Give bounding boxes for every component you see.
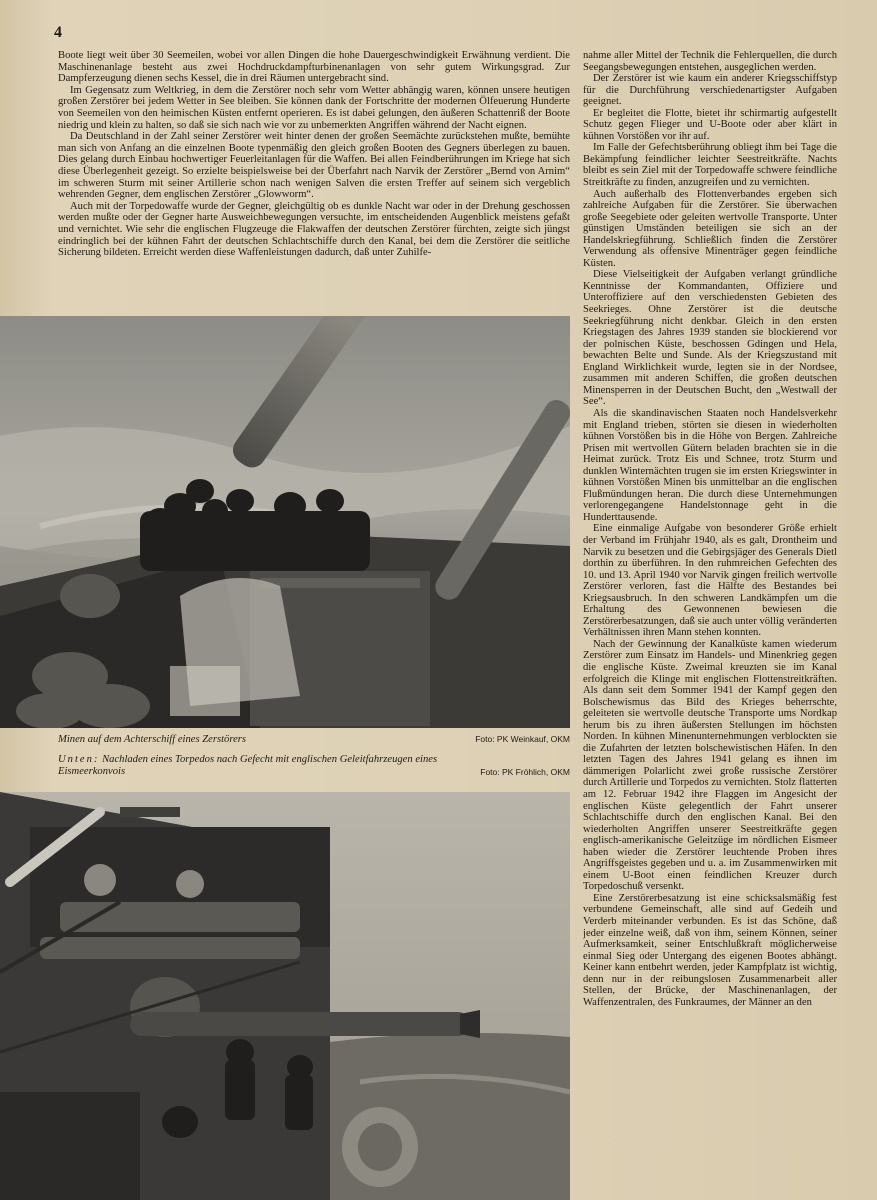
paragraph: Auch außerhalb des Flottenverbandes ergeben sich zahlreiche Aufgaben für die Zerstörer. Sie überwachen große Seegebiete oder geleiten wertvolle Transporte. Unter günstigen Umständen beteiligen sie sich an der Handelskriegführung. Schließlich finden die Zerstörer Verwendung als offensive Minenträger gegen feindliche Küsten. <box>583 188 837 269</box>
photo-torpedo-reloading <box>0 792 570 1200</box>
caption-label: Unten: <box>58 754 100 765</box>
paragraph: Boote liegt weit über 30 Seemeilen, wobei vor allen Dingen die hohe Dauergeschwindigkeit Erwähnung verdient. Die Maschinenanlage besteht aus zwei Hochdruckdampfturbinenanlagen von sehr gutem Wirkungsgrad. Zur Dampferzeugung dienen sechs Kessel, die in drei Räumen untergebracht sind. <box>58 50 570 85</box>
caption-top-photo <box>58 734 570 746</box>
paragraph: Er begleitet die Flotte, bietet ihr schirmartig aufgestellt Schutz gegen Flieger und U-Boote oder aber klärt in kühnen Vorstößen vor ihr auf. <box>583 107 837 142</box>
photo-credit: Foto: PK Fröhlich, OKM <box>480 767 570 777</box>
article-right-column <box>583 50 837 1142</box>
page-number: 4 <box>54 24 62 41</box>
paragraph: Im Falle der Gefechtsberührung obliegt ihm bei Tage die Bekämpfung feindlicher leichter Seestreitkräfte. Nachts bleibt es sein Ziel mit der Torpedowaffe schwere feindliche Streitkräfte zu finden, anzugreifen und zu vernichten. <box>583 142 837 189</box>
caption-text: Minen auf dem Achterschiff eines Zerstörers <box>58 734 247 745</box>
paragraph: Nach der Gewinnung der Kanalküste kamen wiederum Zerstörer zum Einsatz im Handels- und Minenkrieg gegen die englische Küste. Zweimal kreuzten sie im Kanal erfolgreich die Klinge mit englischen Flottenstreitkräften. Als dann seit dem Sommer 1941 der Kampf gegen den Bolschewismus das Bild des Krieges beherrschte, geleiteten sie wertvolle deutsche Transporte ums Nordkap herum bis zu ihren äußersten Stellungen im höchsten Norden. In kühnen Minenunternehmungen verblockten sie die Zufahrten der letzten bolschewistischen Häfen. In den letzten Tagen des Jahres 1941 gelang es ihnen im dämmerigen Polarlicht zwei große russische Zerstörer durch Artillerie und Torpedos zu vernichten. Stolz flatterten am 12. Februar 1942 ihre Flaggen im Angesicht der englischen Küste gelegentlich der Fahrt unserer Schlachtschiffe durch den englischen Kanal. Bei den wiederholten Angriffen unserer Seestreitkräfte gegen englisch-amerikanische Geleitzüge im nördlichen Eismeer haben wieder die Zerstörer leuchtende Proben ihres Angriffsgeistes gegeben und u. a. im Zusammenwirken mit einem U-Boot einen feindlichen Kreuzer durch Torpedoschuß versenkt. <box>583 638 837 893</box>
paragraph: Als die skandinavischen Staaten noch Handelsverkehr mit England trieben, störten sie diesen in wiederholten kühnen Vorstößen bis in die Höhe von Bergen. Zahlreiche Prisen mit wertvollen Gütern beladen brachten sie in die Heimat zurück. Trotz Eis und Schnee, trotz Sturm und dunklen Winternächten trugen sie im ersten Kriegswinter in kühnen Vorstößen Minen bis unmittelbar an die englischen Flußmündungen heran. Die durch diese Unternehmungen verlorengegangene Handelstonnage geht in die Hunderttausende. <box>583 407 837 523</box>
caption-text: Nachladen eines Torpedos nach Gefecht mit englischen Geleitfahrzeugen eines Eismeerkonvois <box>58 754 438 777</box>
caption-bottom-photo <box>58 754 570 790</box>
photo-credit: Foto: PK Weinkauf, OKM <box>475 734 570 744</box>
paragraph: Auch mit der Torpedowaffe wurde der Gegner, gleichgültig ob es dunkle Nacht war oder in der Drehung geschossen werden mußte oder der Gegner harte Ausweichbewegungen versuchte, im entscheidenden Augenblick meistens gefaßt und vernichtet. Wie sehr die englischen Flugzeuge die Flakwaffen der deutschen Zerstörer fürchten, zeigte sich jüngst eindringlich bei der kühnen Fahrt der deutschen Schlachtschiffe durch den Kanal, bei dem die Zerstörer die seitliche Sicherung bildeten. Erreicht werden diese Waffenleistungen dadurch, daß unter Zuhilfe- <box>58 200 570 259</box>
paragraph: Diese Vielseitigkeit der Aufgaben verlangt gründliche Kenntnisse der Kommandanten, Offiziere und Unteroffiziere auf den verschiedensten Gebieten des Seekrieges. Ohne Zerstörer ist die deutsche Seekriegführung nicht denkbar. Gleich in den ersten Kriegstagen des Jahres 1939 standen sie blockierend vor der polnischen Küste, beschossen Gdingen und Hela, bewachten Belte und Sunde. Als der Kriegszustand mit England Wirklichkeit wurde, legten sie in der Nordsee, zusammen mit anderen Schiffen, die großen deutschen Minensperren in der Deutschen Bucht, den „Westwall der See“. <box>583 269 837 408</box>
paragraph: Eine einmalige Aufgabe von besonderer Größe erhielt der Verband im Frühjahr 1940, als es galt, Drontheim und Narvik zu besetzen und die Gebirgsjäger des Generals Dietl dorthin zu überführen. In den ruhmreichen Gefechten des 10. und 13. April 1940 vor Narvik gingen freilich wertvolle Zerstörer verloren, fast die Hälfte des Bestandes bei Kriegsausbruch. In den schweren Landkämpfen um die Erhaltung des Gewonnenen bewiesen die Zerstörerbesatzungen, daß sie auch unter völlig veränderten Verhältnissen ihren Mann stehen konnten. <box>583 523 837 639</box>
paragraph: Da Deutschland in der Zahl seiner Zerstörer weit hinter denen der großen Seemächte zurückstehen mußte, bemühte man sich von Anfang an die einzelnen Boote typenmäßig den gleich großen Booten des Gegners überlegen zu bauen. Dies gelang durch Einbau hochwertiger Feuerleitanlagen für die Waffen. Bei allen Feindberührungen im Kriege hat sich diese Überlegenheit gezeigt. So erzielte beispielsweise bei der Überfahrt nach Narvik der Zerstörer „Bernd von Arnim“ im schweren Sturm mit seiner Artillerie schon nach wenigen Salven die ersten Treffer auf seinem sich vergeblich wehrenden Gegner, dem englischen Zerstörer „Glowworm“. <box>58 131 570 201</box>
paragraph: Im Gegensatz zum Weltkrieg, in dem die Zerstörer noch sehr vom Wetter abhängig waren, können unsere heutigen großen Zerstörer bei jedem Wetter in See bleiben. Sie können dank der Fortschritte der modernen Ölfeuerung Hunderte von Seemeilen von den heimischen Küsten entfernt operieren. Es ist dabei gelungen, den äußeren Schattenriß der Boote niedrig und klein zu halten, so daß sie sich nach wie vor zu unbemerkten Angriffen während der Nacht eignen. <box>58 84 570 131</box>
paragraph: nahme aller Mittel der Technik die Fehlerquellen, die durch Seegangsbewegungen entstehen, ausgeglichen werden. <box>583 50 837 73</box>
paragraph: Der Zerstörer ist wie kaum ein anderer Kriegsschiffstyp für die Durchführung verschiedenartigster Aufgaben geeignet. <box>583 73 837 108</box>
paragraph: Eine Zerstörerbesatzung ist eine schicksalsmäßig fest verbundene Gemeinschaft, alle sind auf Gedeih und Verderb miteinander verbunden. Es ist das Schöne, daß jeder einzelne weiß, daß von ihm, seinem Können, seiner Aufmerksamkeit, seiner Entschlußkraft möglicherweise einmal Sieg oder Untergang des eigenen Bootes abhängt. Keiner kann entbehrt werden, jeder Kampfplatz ist wichtig, denn nur in der reibungslosen Zusammenarbeit aller Stellen, der Brücke, der Maschinenanlagen, der Waffenzentralen, des Funkraumes, der Männer an den <box>583 892 837 1008</box>
photo-mines-on-destroyer-stern <box>0 316 570 728</box>
article-left-column <box>58 50 570 312</box>
